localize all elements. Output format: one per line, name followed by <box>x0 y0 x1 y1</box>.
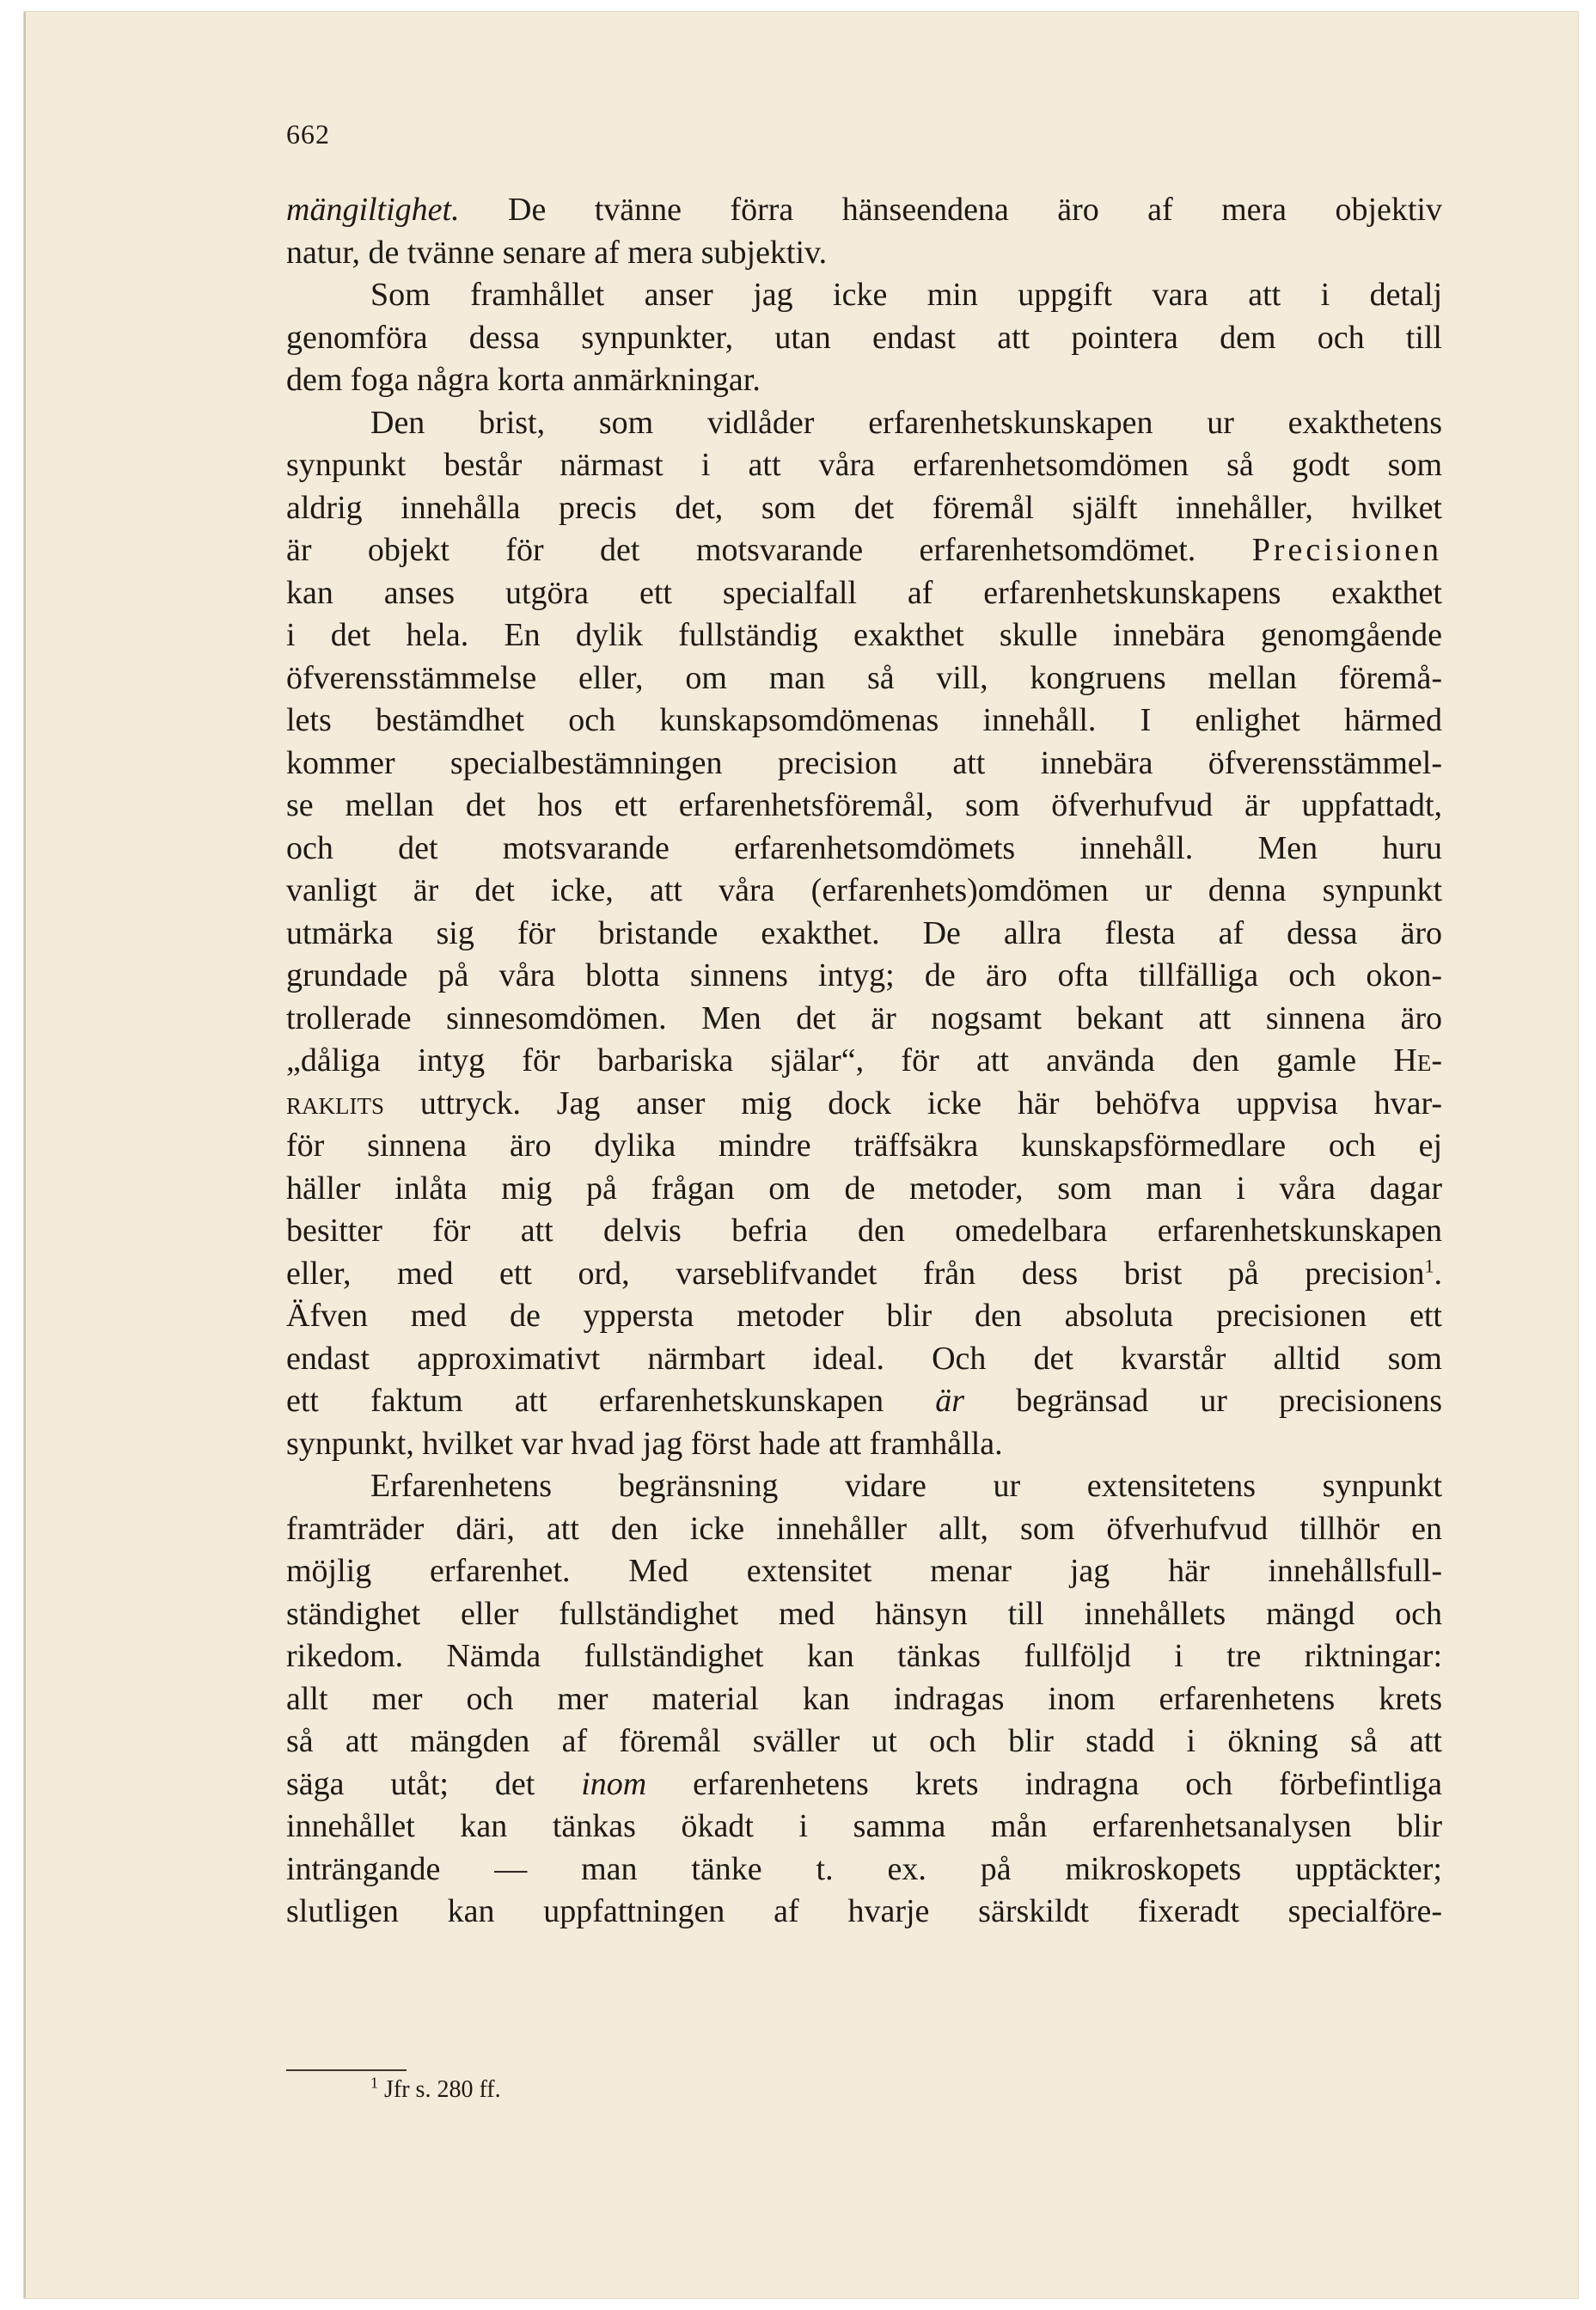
text-segment: kan anses utgöra ett specialfall af erfarenhetskunskapens exakthet <box>286 574 1442 611</box>
text-segment: endast approximativt närmbart ideal. Och det kvarstår alltid som <box>286 1340 1442 1377</box>
text-line <box>286 785 1442 828</box>
text-segment: för sinnena äro dylika mindre träffsäkra kunskapsförmedlare och ej <box>286 1128 1442 1164</box>
text-line <box>286 742 1442 785</box>
text-line <box>286 657 1442 700</box>
text-line <box>286 1295 1442 1338</box>
text-segment: Precisionen <box>1251 532 1442 568</box>
text-segment: synpunkt består närmast i att våra erfarenhetsomdömen så godt som <box>286 447 1442 483</box>
text-segment: begränsad ur precisionens <box>964 1383 1442 1419</box>
text-segment: inträngande — man tänke t. ex. på mikroskopets upptäckter; <box>286 1850 1442 1887</box>
text-segment: utmärka sig för bristande exakthet. De allra flesta af dessa äro <box>286 914 1442 951</box>
text-line <box>286 274 1442 317</box>
text-line <box>286 402 1442 445</box>
text-segment: „dåliga intyg för barbariska själar“, för att använda den gamle <box>286 1042 1394 1079</box>
text-line <box>286 1635 1442 1678</box>
text-line <box>286 1168 1442 1211</box>
text-segment: Den brist, som vidlåder erfarenhetskunskapen ur exakthetens <box>370 404 1442 441</box>
text-segment: allt mer och mer material kan indragas inom erfarenhetens krets <box>286 1680 1442 1717</box>
text-line <box>286 1338 1442 1381</box>
text-line <box>286 1210 1442 1253</box>
text-segment: vanligt är det icke, att våra (erfarenhets)omdömen ur denna synpunkt <box>286 872 1442 908</box>
text-line <box>286 359 1442 402</box>
text-segment: genomföra dessa synpunkter, utan endast att pointera dem och till <box>286 319 1442 356</box>
text-line <box>286 572 1442 615</box>
text-segment: inom <box>581 1765 647 1802</box>
text-segment: He- <box>1393 1042 1442 1079</box>
text-line <box>286 1125 1442 1168</box>
text-segment: Äfven med de yppersta metoder blir den absoluta precisionen ett <box>286 1298 1442 1334</box>
text-line <box>286 913 1442 956</box>
text-segment: ständighet eller fullständighet med hänsyn till innehållets mängd och <box>286 1595 1442 1632</box>
text-line <box>286 828 1442 871</box>
text-segment: ett faktum att erfarenhetskunskapen <box>286 1383 936 1419</box>
text-line <box>286 317 1442 360</box>
text-line <box>286 1806 1442 1849</box>
text-line <box>286 1763 1442 1806</box>
text-segment: synpunkt, hvilket var hvad jag först hade att framhålla. <box>286 1425 1003 1462</box>
text-segment: raklits <box>286 1085 384 1121</box>
text-segment: dem foga några korta anmärkningar. <box>286 362 761 398</box>
text-segment: är <box>935 1383 965 1419</box>
text-segment: möjlig erfarenhet. Med extensitet menar jag här innehållsfull- <box>286 1553 1442 1589</box>
text-segment: häller inlåta mig på frågan om de metoder, som man i våra dagar <box>286 1170 1442 1207</box>
text-line <box>286 444 1442 487</box>
text-line <box>286 614 1442 657</box>
text-segment: och det motsvarande erfarenhetsomdömets innehåll. Men huru <box>286 829 1442 866</box>
footnote-text: Jfr s. 280 ff. <box>378 2076 501 2103</box>
footnote-marker: 1 <box>370 2074 378 2092</box>
text-segment: natur, de tvänne senare af mera subjektiv. <box>286 234 828 271</box>
page-number: 662 <box>286 119 330 150</box>
text-line <box>286 1423 1442 1466</box>
text-line <box>286 529 1442 572</box>
text-segment: Som framhållet anser jag icke min uppgift vara att i detalj <box>370 277 1442 313</box>
text-segment: Erfarenhetens begränsning vidare ur extensitetens synpunkt <box>370 1468 1442 1504</box>
text-segment: så att mängden af föremål sväller ut och blir stadd i ökning så att <box>286 1723 1442 1759</box>
text-segment: rikedom. Nämda fullständighet kan tänkas fullföljd i tre riktningar: <box>286 1638 1442 1674</box>
text-segment: öfverensstämmelse eller, om man så vill, kongruens mellan föremå- <box>286 659 1442 696</box>
text-line <box>286 1678 1442 1721</box>
text-line <box>286 1083 1442 1126</box>
text-segment: eller, med ett ord, varseblifvandet från dess brist på precision <box>286 1255 1425 1292</box>
text-line <box>286 1508 1442 1551</box>
text-line <box>286 1550 1442 1593</box>
text-segment: De tvänne förra hänseendena äro af mera objektiv <box>459 192 1442 228</box>
text-line <box>286 1380 1442 1423</box>
text-segment: erfarenhetens krets indragna och förbefintliga <box>646 1765 1443 1802</box>
text-line <box>286 1465 1442 1508</box>
text-segment: . <box>1434 1255 1442 1292</box>
text-line <box>286 232 1442 275</box>
text-line <box>286 189 1442 232</box>
text-line <box>286 1040 1442 1083</box>
text-segment: kommer specialbestämningen precision att innebära öfverensstämmel- <box>286 744 1442 781</box>
text-segment: är objekt för det motsvarande erfarenhetsomdömet. <box>286 532 1252 568</box>
footnote <box>370 2076 501 2104</box>
text-segment: slutligen kan uppfattningen af hvarje särskildt fixeradt specialföre- <box>286 1893 1442 1929</box>
text-segment: grundade på våra blotta sinnens intyg; de äro ofta tillfälliga och okon- <box>286 957 1442 993</box>
text-segment: uttryck. Jag anser mig dock icke här behöfva uppvisa hvar- <box>384 1085 1442 1121</box>
text-line <box>286 700 1442 742</box>
footnote-reference: 1 <box>1424 1254 1434 1276</box>
body-text <box>286 189 1442 1934</box>
text-segment: säga utåt; det <box>286 1765 582 1802</box>
text-line <box>286 1720 1442 1763</box>
text-segment: i det hela. En dylik fullständig exakthet skulle innebära genomgående <box>286 617 1442 653</box>
text-line <box>286 1593 1442 1636</box>
footnote-rule <box>286 2069 407 2071</box>
text-segment: mängiltighet. <box>286 192 460 228</box>
text-line <box>286 1253 1442 1296</box>
text-line <box>286 487 1442 530</box>
text-segment: se mellan det hos ett erfarenhetsföremål, som öfverhufvud är uppfattadt, <box>286 787 1442 823</box>
text-segment: aldrig innehålla precis det, som det föremål själft innehåller, hvilket <box>286 489 1442 526</box>
text-segment: innehållet kan tänkas ökadt i samma mån erfarenhetsanalysen blir <box>286 1808 1442 1844</box>
text-line <box>286 1849 1442 1891</box>
text-segment: trollerade sinnesomdömen. Men det är nogsamt bekant att sinnena äro <box>286 999 1442 1036</box>
text-line <box>286 998 1442 1041</box>
text-line <box>286 1891 1442 1934</box>
book-page <box>24 12 1578 2298</box>
text-segment: besitter för att delvis befria den omedelbara erfarenhetskunskapen <box>286 1213 1442 1249</box>
text-line <box>286 955 1442 998</box>
text-segment: lets bestämdhet och kunskapsomdömenas innehåll. I enlighet härmed <box>286 702 1442 738</box>
text-segment: framträder däri, att den icke innehåller allt, som öfverhufvud tillhör en <box>286 1510 1442 1547</box>
text-line <box>286 870 1442 913</box>
